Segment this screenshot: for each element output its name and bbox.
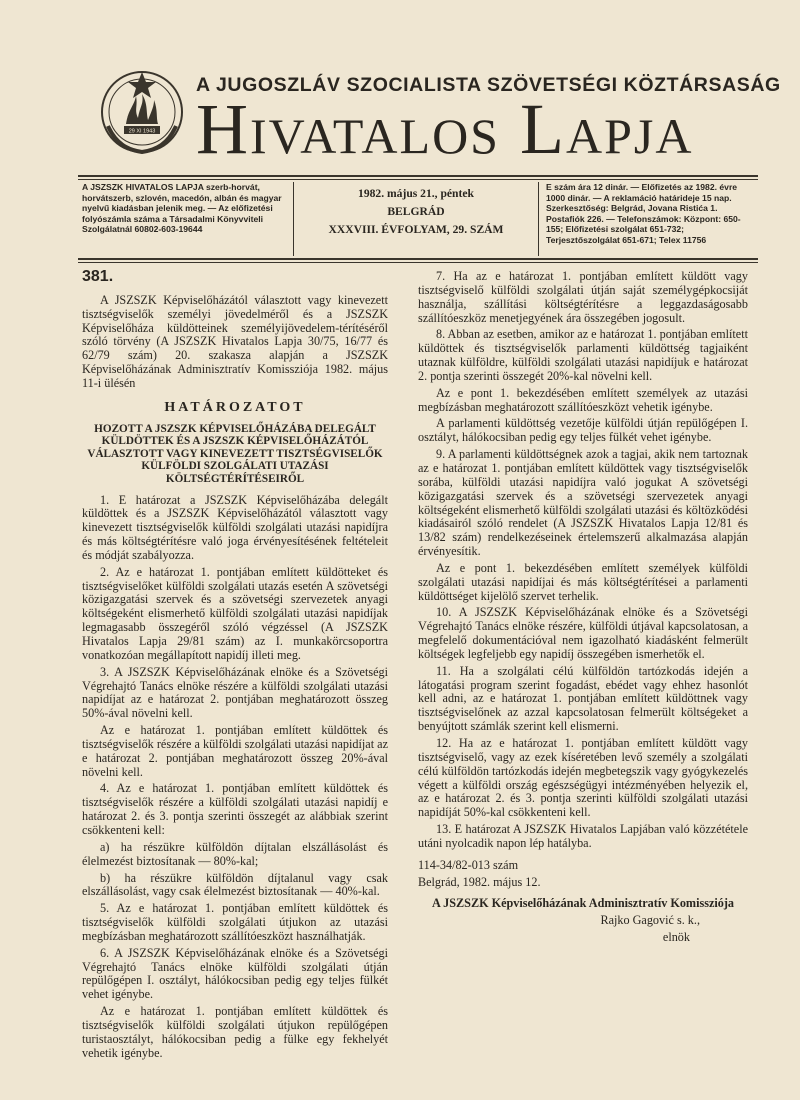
left-column [82,270,388,1063]
price-info: E szám ára 12 dinár. — Előfizetés az 1982. évre 1000 dinár. — A reklamáció határideje 15 nap. Szerkesztőség: Belgrád, Jovana Ristića 1. Postafiók 226. — Telefonszámok: Központ: 650-155; Előfizetési szolgálat 651-732; Terjesztőszolgálat 651-671; Telex 11756 [546,182,741,245]
paragraph: 10. A JSZSZK Képviselőházának elnöke és a Szövetségi Végrehajtó Tanács elnöke részére, külföldi útjával kapcsolatosan, a megfelelő dokumentációval nem igazolható kiadásként felmerült költségek legfeljebb egy napidíj összegében ismerhetők el. [418,605,748,661]
header-rule [78,258,758,260]
header-rule-thin [78,262,758,263]
paragraph: 6. A JSZSZK Képviselőházának elnöke és a Szövetségi Végrehajtó Tanács elnöke külföldi szolgálati útján repülőgépen I. osztályt, hálókocsiban pedig egy teljes fülkét vehet igénybe. [82,945,388,1002]
paragraph: 12. Ha az e határozat 1. pontjában említett küldött vagy tisztségviselő, vagy az ezek kíséretében levő személy a szolgálati célú külföldön tartózkodás idején megbetegszik vagy gyógykezelés végett a külföldi ország egészségügyi intézményében helyezik el, az e határozat 2. és 3. pontja szerinti külföldi szolgálati utazási napidíját 50%-kal csökkenteni kell. [418,736,748,820]
paragraph: 11. Ha a szolgálati célú külföldön tartózkodás idején a látogatási program szerint fogadást, ebédet vagy ehhez hasonlót kell adni, az e határozat 1. pontjában említett küldöttnek vagy tisztségviselőnek az azzal kapcsolatosan felmerült költségeket a benyújtott számlák szerint kell elismerni. [418,663,748,734]
paragraph: Az e határozat 1. pontjában említett küldöttek és tisztségviselők külföldi szolgálati útjukon repülőgépen turistaosztályt, hálókocsiban pedig a fülke egy fekhelyét vehetik igénybe. [82,1004,388,1060]
signature-name: Rajko Gagović s. k., [600,913,700,928]
reference-number: 114-34/82-013 szám [418,857,519,872]
paragraph: Az e pont 1. bekezdésében említett személyek az utazási megbízásban meghatározott szállítóeszközt vehetik igénybe. [418,385,748,414]
paragraph: 1. E határozat a JSZSZK Képviselőházába delegált küldöttek és a JSZSZK Képviselőházától választott vagy kinevezett tisztségviselők külföldi szolgálati utazási napidíjra és más költségtérítésre való joga érvényesítésének feltételeit és módját szabályozza. [82,492,388,562]
decision-title: HATÁROZATOT [164,399,306,415]
issue-date: 1982. május 21., péntek [358,187,474,200]
paragraph: b) ha részükre külföldön díjtalanul vagy csak elszállásolást, vagy csak élelmezést biztosítanak — 40%-kal. [82,870,388,899]
publication-info: A JSZSZK HIVATALOS LAPJA szerb-horvát, horvátszerb, szlovén, macedón, albán és magyar nyelvű kiadásban jelenik meg. — Az előfizetési folyószámla száma a Társadalmi Könyvviteli Szolgálatnál 60802-603-19644 [82,182,282,234]
paragraph: 8. Abban az esetben, amikor az e határozat 1. pontjában említett küldöttek és tisztségviselők parlamenti küldöttség tagjaiként utaznak külföldre, külföldi szolgálati utazási napidíjuk e határozat 2. pontja szerinti összegét 20%-kal növelni kell. [418,327,748,383]
paragraph: Az e pont 1. bekezdésében említett személyek külföldi szolgálati utazási napidíjai és más költségtérítései a parlamenti küldöttséget kijelölő szervet terhelik. [418,560,748,603]
info-divider [293,182,294,256]
info-divider [538,182,539,256]
decision-subject: HOZOTT A JSZSZK KÉPVISELŐHÁZÁBA DELEGÁLT KÜLDÖTTEK ÉS A JSZSZK KÉPVISELŐHÁZÁTÓL VÁLASZTOTT VAGY KINEVEZETT TISZTSÉGVISELŐK KÜLFÖLDI SZOLGÁLATI UTAZÁSI KÖLTSÉGTÉRÍTÉSEIRŐL [87,422,383,485]
paragraph: 4. Az e határozat 1. pontjában említett küldöttek és tisztségviselők részére a külföldi szolgálati utazási napidíj e határozat 2. és 3. pontja szerinti összegét az alábbiak szerint csökkenteni kell: [82,781,388,837]
signature-title: elnök [662,930,690,945]
emblem-date: 29 XI 1943 [128,128,156,135]
paragraph: 7. Ha az e határozat 1. pontjában említett küldött vagy tisztségviselő külföldi szolgálati útján saját személygépkocsiját használja, szállítási költségtérítésre a leggazdaságosabb szállítóeszköz menetjegyének ára összegében jogosult. [418,269,748,325]
paragraph: Az e határozat 1. pontjában említett küldöttek és tisztségviselők részére a külföldi szolgálati utazási napidíjat az e határozat 2. pontjában meghatározott összeg 20%-ával növelni kell. [82,723,388,779]
signature-organization: A JSZSZK Képviselőházának Adminisztratív Komissziója [431,896,734,911]
gazette-title: Hivatalos Lapja [196,89,694,169]
paragraph: 9. A parlamenti küldöttségnek azok a tagjai, akik nem tartoznak az e határozat 1. pontjában említett küldöttek vagy tisztségviselők sorába, külföldi utazási napidíjra való jogukat A szövetségi közigazgatási szervek és a szövetségi szervezetek anyagi költségeként elismerhető külföldi szolgálati utazási és költözködési kiadásairól szóló rendelet (A JSZSZK Hivatalos Lapja 12/81 és 13/82 szám) rendelkezéseinek értelemszerű alkalmazása alapján érvényesítik. [418,447,748,559]
document-number: 381. [82,268,114,285]
issue-info [300,182,532,258]
header-rule-thin [78,179,758,180]
paragraph: 2. Az e határozat 1. pontjában említett küldötteket és tisztségviselőket külföldi szolgálati utazás esetén A szövetségi közigazgatási szervek és a szövetségi szervezetek anyagi költségeként elismerhető külföldi szolgálati utazási napidíjak legmagasabb összegéről szóló végzéssel (A JSZSZK Hivatalos Lapja 29/81 szám) az I. munkakörcsoportra vonatkozóan megállapított napidíj illeti meg. [82,564,388,662]
super-title: A JUGOSZLÁV SZOCIALISTA SZÖVETSÉGI KÖZTÁRSASÁG [196,74,781,96]
intro-paragraph: A JSZSZK Képviselőházától választott vagy kinevezett tisztségviselők személyi jövedelméről és a JSZSZK Képviselőháza küldötteinek személyijövedelem-térítéséről szóló törvény (A JSZSZK Hivatalos Lapja 30/75, 16/77 és 62/79 szám) 20. szakasza alapján a JSZSZK Képviselőházának Adminisztratív Komissziója 1982. május 11-i ülésén [82,292,388,390]
right-column [418,270,748,948]
paragraph: 5. Az e határozat 1. pontjában említett küldöttek és tisztségviselők külföldi szolgálati útjukon az utazási megbízásban meghatározott szállítóeszközt használhatják. [82,901,388,943]
paragraph: A parlamenti küldöttség vezetője külföldi útján repülőgépen I. osztályt, hálókocsiban pedig egy teljes fülkét vehet igénybe. [418,416,748,445]
left-paragraphs [82,494,388,1061]
paragraph: 13. E határozat A JSZSZK Hivatalos Lapjában való közzététele utáni nyolcadik napon lép hatályba. [418,822,748,850]
issue-city: BELGRÁD [387,205,445,218]
issue-volume: XXXVIII. ÉVFOLYAM, 29. SZÁM [328,223,504,236]
paragraph: 3. A JSZSZK Képviselőházának elnöke és a Szövetségi Végrehajtó Tanács elnöke részére a külföldi szolgálati utazási napidíjat az e határozat 2. pontjában meghatározott összeg 50%-ával növelni kell. [82,664,388,721]
reference-date: Belgrád, 1982. május 12. [418,874,541,889]
state-emblem-icon [96,66,188,158]
paragraph: a) ha részükre külföldön díjtalan elszállásolást és élelmezést biztosítanak — 80%-kal; [82,839,388,868]
header-rule [78,175,758,177]
